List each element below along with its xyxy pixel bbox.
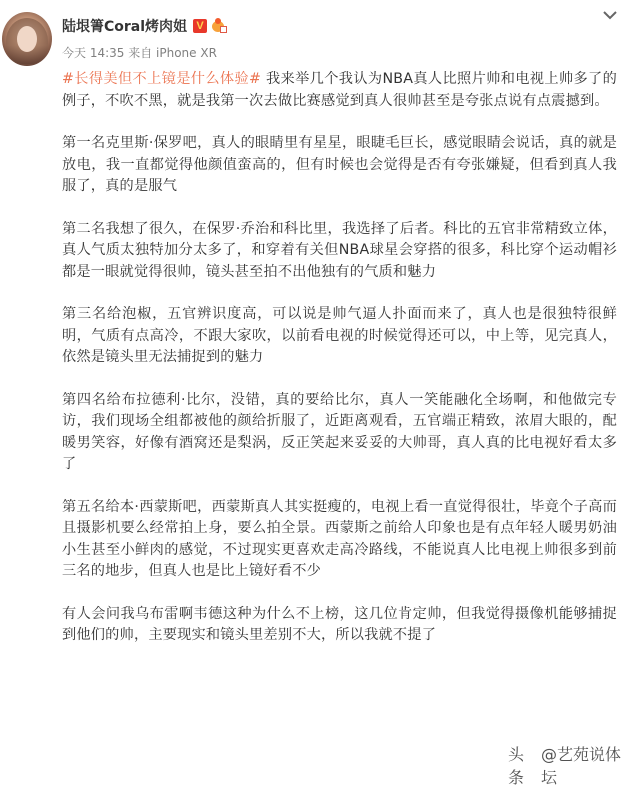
author-avatar[interactable] bbox=[2, 12, 52, 66]
paragraph-rank-5: 第五名给本·西蒙斯吧，西蒙斯真人其实挺瘦的，电视上看一直觉得很壮，毕竟个子高而且摄影机要么经常拍上身，要么拍全景。西蒙斯之前给人印象也是有点年轻人暖男奶油小生甚至小鲜肉的感觉，不过现实更喜欢走高冷路线，不能说真人比电视上帅很多到前三名的地步，但真人也是比上镜好看不少 bbox=[62, 498, 617, 579]
watermark bbox=[508, 742, 625, 788]
paragraph-rank-4: 第四名给布拉德利·比尔，没错，真的要给比尔，真人一笑能融化全场啊，和他做完专访，我们现场全组都被他的颜给折服了，近距离观看，五官端正精致，浓眉大眼的，配暖男笑容，好像有酒窝还是梨涡，反正笑起来妥妥的大帅哥，真人真的比电视好看太多了 bbox=[62, 391, 617, 472]
post-body bbox=[62, 69, 617, 668]
author-name-row bbox=[62, 16, 227, 36]
paragraph-rank-2: 第二名我想了很久，在保罗·乔治和科比里，我选择了后者。科比的五官非常精致立体，真人气质太独特加分太多了，和穿着有关但NBA球星会穿搭的很多，科比穿个运动帽衫都是一眼就觉得很帅，镜头甚至拍不出他独有的气质和魅力 bbox=[62, 220, 617, 280]
vip-crown-icon bbox=[211, 18, 227, 34]
avatar-face bbox=[17, 26, 37, 52]
watermark-brand: 头条 bbox=[508, 745, 525, 787]
watermark-handle: @艺苑说体坛 bbox=[541, 745, 622, 787]
verified-badge-icon: V bbox=[193, 19, 207, 33]
intro-text: 我来举几个我认为NBA真人比照片帅和电视上帅多了的例子，不吹不黑，就是我第一次去做比赛感觉到真人很帅甚至是夸张点说有点震撼到。 bbox=[62, 71, 618, 109]
topic-hashtag-link[interactable]: #长得美但不上镜是什么体验# bbox=[62, 71, 262, 87]
paragraph-rank-3: 第三名给泡椒，五官辨识度高，可以说是帅气逼人扑面而来了，真人也是很独特很鲜明，气质有点高冷，不跟大家吹，以前看电视的时候觉得还可以，中上等，见完真人，依然是镜头里无法捕捉到的魅力 bbox=[62, 306, 617, 365]
intro-paragraph bbox=[62, 69, 617, 112]
post-header bbox=[0, 0, 625, 68]
chevron-down-icon[interactable] bbox=[603, 10, 617, 22]
paragraph-rank-1: 第一名克里斯·保罗吧，真人的眼睛里有星星，眼睫毛巨长，感觉眼睛会说话，真的就是放电，我一直都觉得他颜值蛮高的，但有时候也会觉得是否有夸张嫌疑，但看到真人我服了，真的是服气 bbox=[62, 135, 617, 194]
post-meta: 今天 14:35 来自 iPhone XR bbox=[62, 46, 217, 60]
paragraph-closing: 有人会问我乌布雷啊韦德这种为什么不上榜，这几位肯定帅，但我觉得摄像机能够捕捉到他们的帅，主要现实和镜头里差别不大，所以我就不提了 bbox=[62, 605, 617, 643]
author-name[interactable]: 陆垠箐Coral烤肉姐 bbox=[62, 19, 188, 35]
